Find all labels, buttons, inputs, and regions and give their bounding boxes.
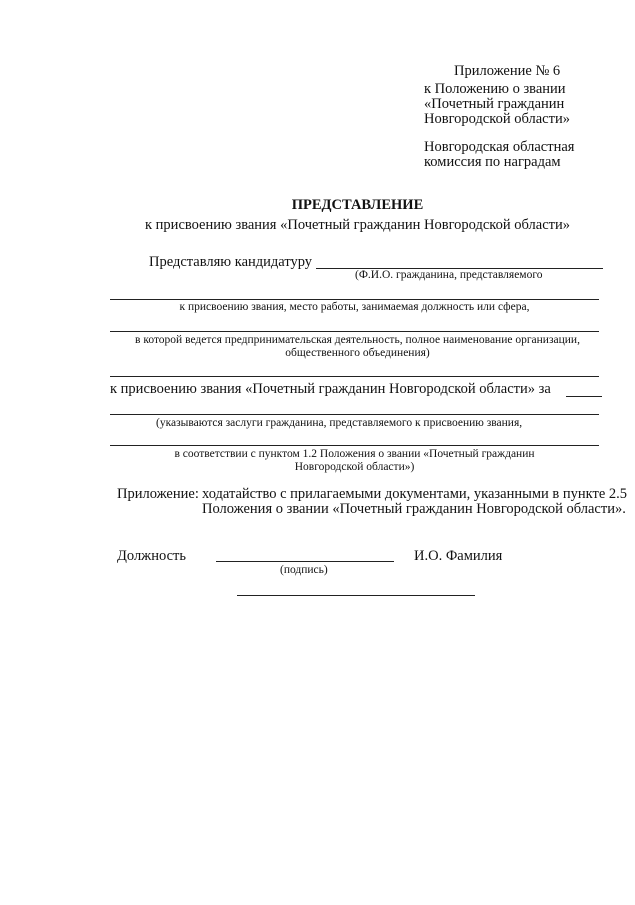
hint-organization-1: в которой ведется предпринимательская деятельность, полное наименование организации, bbox=[135, 334, 580, 346]
field-line-2[interactable] bbox=[110, 299, 599, 300]
document-title: ПРЕДСТАВЛЕНИЕ bbox=[291, 197, 424, 213]
hint-fio: (Ф.И.О. гражданина, представляемого bbox=[355, 269, 543, 281]
field-line-3[interactable] bbox=[110, 331, 599, 332]
hint-merits: (указываются заслуги гражданина, представляемого к присвоению звания, bbox=[156, 417, 523, 429]
bottom-divider bbox=[237, 595, 475, 596]
appendix-line-2: «Почетный гражданин bbox=[424, 96, 565, 112]
hint-clause-1: в соответствии с пунктом 1.2 Положения о звании «Почетный гражданин bbox=[174, 448, 535, 460]
name-label: И.О. Фамилия bbox=[414, 548, 503, 564]
hint-position: к присвоению звания, место работы, занимаемая должность или сфера, bbox=[179, 301, 530, 313]
award-field-line[interactable] bbox=[566, 396, 602, 397]
appendix-number: Приложение № 6 bbox=[454, 63, 561, 79]
candidate-label: Представляю кандидатуру bbox=[149, 254, 313, 270]
addressee-line-2: комиссия по наградам bbox=[424, 154, 561, 170]
attachment-line-1: ходатайство с прилагаемыми документами, указанными в пункте 2.5 bbox=[202, 486, 628, 502]
attachment-label: Приложение: bbox=[117, 486, 199, 502]
addressee-line-1: Новгородская областная bbox=[424, 139, 575, 155]
appendix-line-3: Новгородской области» bbox=[424, 111, 570, 127]
document-subtitle: к присвоению звания «Почетный гражданин Новгородской области» bbox=[145, 217, 570, 233]
appendix-line-1: к Положению о звании bbox=[424, 81, 566, 97]
hint-clause-2: Новгородской области») bbox=[294, 461, 415, 473]
award-line-text: к присвоению звания «Почетный гражданин Новгородской области» за bbox=[110, 381, 551, 397]
hint-organization-2: общественного объединения) bbox=[285, 347, 430, 359]
position-label: Должность bbox=[117, 548, 186, 564]
signature-field-line[interactable] bbox=[216, 561, 394, 562]
field-line-4[interactable] bbox=[110, 376, 599, 377]
field-line-6[interactable] bbox=[110, 445, 599, 446]
field-line-5[interactable] bbox=[110, 414, 599, 415]
signature-hint: (подпись) bbox=[280, 564, 328, 576]
attachment-line-2: Положения о звании «Почетный гражданин Новгородской области». bbox=[202, 501, 626, 517]
